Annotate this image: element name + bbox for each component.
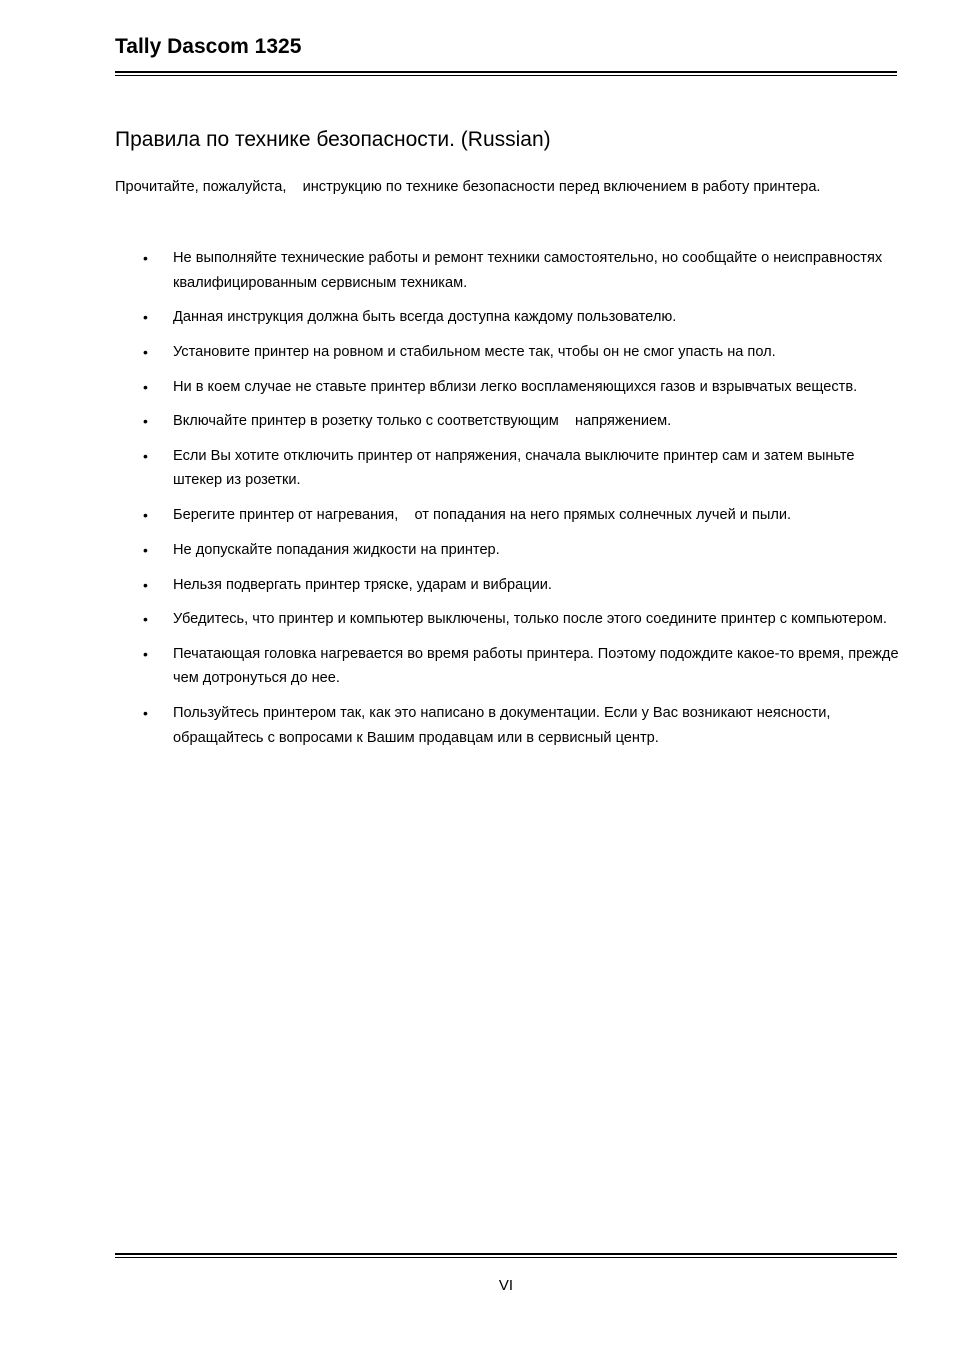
list-item-text: Не выполняйте технические работы и ремонт техники самостоятельно, но сообщайте о неисправностях квалифицированным сервисным техникам. — [173, 250, 887, 291]
list-item-text: Не допускайте попадания жидкости на принтер. — [173, 541, 500, 558]
list-item — [115, 246, 905, 295]
list-item — [115, 701, 905, 750]
bullet-icon: • — [143, 705, 148, 722]
list-item-text: Данная инструкция должна быть всегда доступна каждому пользователю. — [173, 309, 677, 326]
footer-rule-thin — [115, 1257, 897, 1258]
bullet-icon: • — [143, 343, 148, 360]
list-item — [115, 305, 905, 330]
safety-rules-list — [115, 246, 905, 760]
header-rule-thick — [115, 71, 897, 73]
bullet-icon: • — [143, 309, 148, 326]
list-item — [115, 538, 905, 563]
list-item-text: Ни в коем случае не ставьте принтер вблизи легко воспламеняющихся газов и взрывчатых веществ. — [173, 378, 858, 395]
bullet-icon: • — [143, 576, 148, 593]
list-item — [115, 607, 905, 632]
list-item-text: Включайте принтер в розетку только с соответствующим напряжением. — [173, 413, 672, 430]
page-number: VI — [498, 1277, 514, 1294]
footer-rule — [115, 1253, 897, 1259]
list-item-text: Установите принтер на ровном и стабильном месте так, чтобы он не смог упасть на пол. — [173, 343, 776, 360]
section-heading: Правила по технике безопасности. (Russian) — [115, 128, 551, 151]
page-header — [115, 34, 897, 60]
header-rule-thin — [115, 75, 897, 76]
list-item — [115, 409, 905, 434]
footer-rule-thick — [115, 1253, 897, 1255]
list-item-text: Убедитесь, что принтер и компьютер выключены, только после этого соедините принтер с компьютером. — [173, 611, 887, 628]
bullet-icon: • — [143, 541, 148, 558]
list-item-text: Нельзя подвергать принтер тряске, ударам и вибрации. — [173, 576, 552, 593]
list-item — [115, 444, 905, 493]
bullet-icon: • — [143, 378, 148, 395]
intro-paragraph: Прочитайте, пожалуйста, инструкцию по технике безопасности перед включением в работу принтера. — [115, 179, 821, 195]
bullet-icon: • — [143, 507, 148, 524]
list-item — [115, 340, 905, 365]
bullet-icon: • — [143, 611, 148, 628]
list-item-text: Печатающая головка нагревается во время работы принтера. Поэтому подождите какое-то время, прежде чем дотронуться до нее. — [173, 645, 903, 687]
list-item — [115, 503, 905, 528]
document-title: Tally Dascom 1325 — [115, 35, 302, 58]
bullet-icon: • — [143, 413, 148, 430]
list-item — [115, 642, 905, 691]
list-item-text: Если Вы хотите отключить принтер от напряжения, сначала выключите принтер сам и затем выньте штекер из розетки. — [173, 447, 859, 489]
list-item-text: Пользуйтесь принтером так, как это написано в документации. Если у Вас возникают неясности, обращайтесь с вопросами к Вашим продавцам или в сервисный центр. — [173, 705, 835, 746]
list-item — [115, 375, 905, 400]
list-item — [115, 573, 905, 598]
bullet-icon: • — [143, 447, 148, 464]
list-item-text: Берегите принтер от нагревания, от попадания на него прямых солнечных лучей и пыли. — [173, 507, 792, 524]
bullet-icon: • — [143, 250, 148, 266]
header-rule — [115, 71, 897, 77]
bullet-icon: • — [143, 645, 148, 662]
